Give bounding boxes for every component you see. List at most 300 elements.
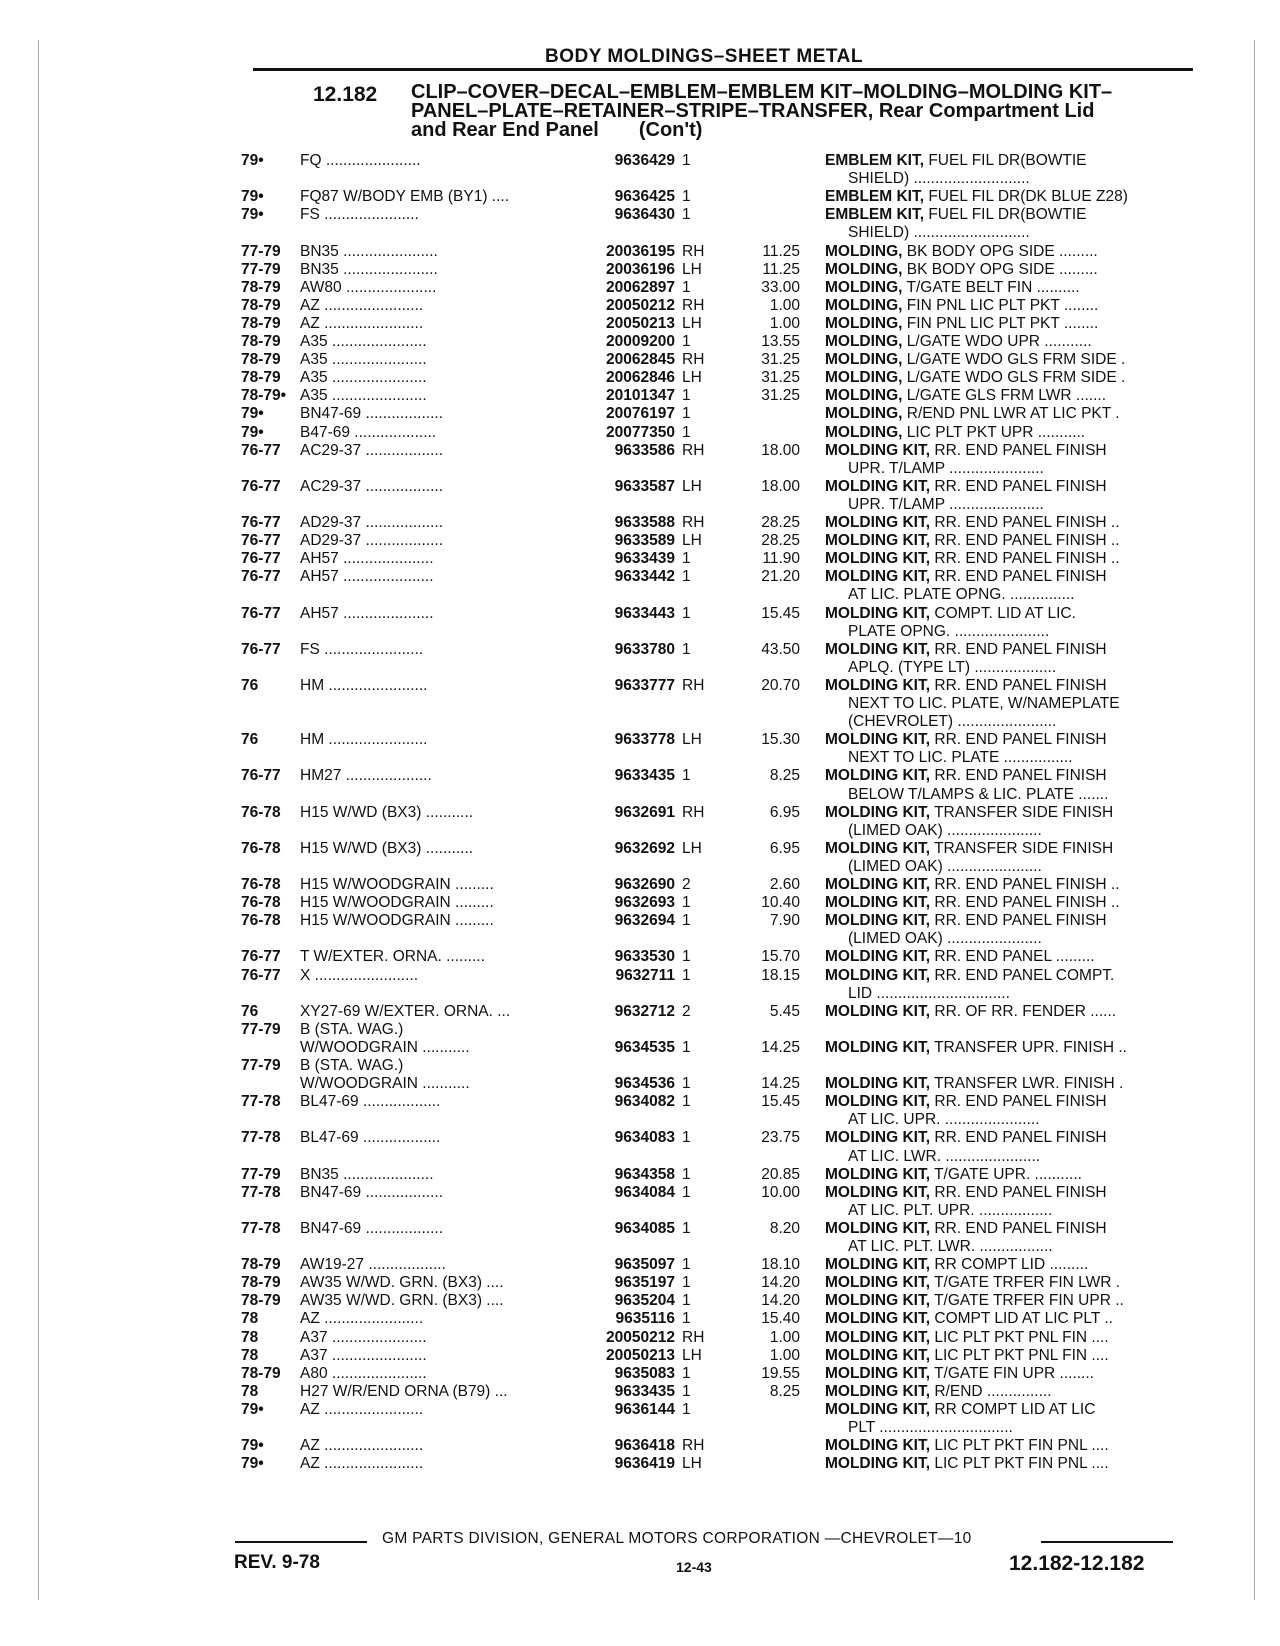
price: 18.00 [761,441,800,459]
year-range: 79• [241,423,264,441]
table-row [0,1075,1280,1095]
part-name [825,315,1195,333]
year-range: 78 [241,1328,259,1346]
model-code: A80 ...................... [300,1364,427,1382]
part-name-text: R/END PNL LWR AT LIC PKT . [902,405,1120,423]
part-name-bold: MOLDING, [825,333,903,350]
part-number: 9634084 [614,1183,675,1201]
part-name [825,1365,1195,1383]
part-name-bold: MOLDING, [825,405,903,423]
price: 14.25 [761,1038,800,1056]
part-name-bold: MOLDING KIT, [825,948,931,966]
part-name-continuation: UPR. T/LAMP ...................... [848,459,1044,477]
quantity: 1 [682,152,691,169]
year-range: 78-79 [241,1256,281,1274]
part-name-continuation: AT LIC. LWR. ...................... [848,1147,1041,1165]
part-name [825,1401,1195,1419]
price: 2.60 [769,876,800,893]
table-row [0,1365,1280,1385]
part-name [825,605,1195,623]
part-name-text: RR. END PANEL FINISH [930,441,1107,459]
price: 6.95 [769,839,800,857]
part-name-text: RR. END PANEL FINISH [930,1093,1107,1111]
part-name-text: TRANSFER LWR. FINISH . [930,1075,1124,1093]
year-range: 78-79• [241,387,287,405]
part-name [825,1329,1195,1347]
table-row [0,1039,1280,1059]
price: 7.90 [769,912,800,930]
part-number: 9636425 [614,188,675,206]
part-name-bold: MOLDING, [825,369,903,387]
quantity: 1 [682,568,691,586]
part-name-bold: EMBLEM KIT, [825,188,925,206]
part-name-bold: MOLDING KIT, [825,731,931,749]
year-range: 79• [241,188,264,206]
part-name-bold: MOLDING KIT, [825,532,931,550]
price: 15.45 [761,604,800,622]
part-number: 9636419 [614,1455,675,1473]
part-number: 9632694 [614,912,675,930]
model-code: AC29-37 .................. [300,441,443,459]
page-number: 12-43 [676,1559,712,1575]
price: 14.20 [761,1274,800,1292]
part-name-bold: MOLDING KIT, [825,1364,931,1382]
part-name-text: T/GATE UPR. ........... [930,1165,1082,1183]
part-name [825,1184,1195,1202]
part-number: 9636430 [614,206,675,224]
part-name-text: L/GATE WDO UPR ........... [902,333,1092,350]
part-name-bold: MOLDING KIT, [825,1038,931,1056]
year-range: 79• [241,152,264,169]
model-code: BN47-69 .................. [300,1219,443,1237]
part-number: 20050212 [606,1328,675,1346]
part-name-bold: MOLDING KIT, [825,1219,931,1237]
table-row [0,442,1280,462]
year-range: 77-78 [241,1183,281,1201]
part-name-text: T/GATE TRFER FIN LWR . [930,1274,1121,1292]
price: 8.20 [769,1219,800,1237]
model-code: B47-69 ................... [300,423,437,441]
model-code: FS ...................... [300,206,419,224]
part-name [825,804,1195,822]
table-row [0,1310,1280,1330]
table-row [0,532,1280,552]
part-number: 9633435 [614,1382,675,1400]
table-row [0,1057,1280,1077]
part-name-bold: MOLDING KIT, [825,568,931,586]
model-code: BL47-69 .................. [300,1129,441,1147]
year-range: 78 [241,1346,259,1364]
model-code: HM ....................... [300,676,428,694]
part-name-bold: MOLDING KIT, [825,441,931,459]
model-code: AW19-27 .................. [300,1256,446,1274]
quantity: RH [682,803,705,821]
price: 15.40 [761,1310,800,1328]
price: 19.55 [761,1364,800,1382]
part-name-text: RR. END PANEL FINISH [930,767,1107,785]
part-name-continuation: LID ............................... [848,984,1010,1002]
price: 18.00 [761,477,800,495]
part-number: 20009200 [606,333,675,350]
part-name-bold: MOLDING KIT, [825,1382,931,1400]
quantity: RH [682,514,705,531]
year-range: 76-77 [241,532,281,550]
part-name-text: RR. END PANEL FINISH [930,568,1107,586]
part-name [825,1455,1195,1473]
part-name-continuation: NEXT TO LIC. PLATE, W/NAMEPLATE [848,695,1120,712]
year-range: 78-79 [241,314,281,332]
table-row [0,1220,1280,1240]
part-number: 9634358 [614,1165,675,1183]
year-range: 76 [241,731,259,749]
part-number: 9633530 [614,948,675,966]
quantity: RH [682,1437,705,1455]
part-number: 20077350 [606,423,675,441]
table-row [0,297,1280,317]
year-range: 79• [241,405,264,423]
part-name-bold: MOLDING KIT, [825,876,931,893]
part-number: 20050213 [606,314,675,332]
table-row [0,369,1280,389]
part-name-text: FUEL FIL DR(BOWTIE [924,152,1087,169]
revision-label: REV. 9-78 [234,1552,320,1573]
quantity: RH [682,1328,705,1346]
part-number: 20076197 [606,405,675,423]
year-range: 78-79 [241,1274,281,1292]
part-number: 9633442 [614,568,675,586]
part-number: 9633586 [614,441,675,459]
table-row [0,767,1280,787]
part-name [825,1310,1195,1328]
part-name-bold: MOLDING KIT, [825,1256,931,1274]
table-row [0,261,1280,281]
table-row [0,206,1280,226]
year-range: 78-79 [241,333,281,350]
model-code: A35 ...................... [300,369,427,387]
part-number: 9632690 [614,876,675,893]
table-row [0,1437,1280,1457]
part-name-bold: MOLDING KIT, [825,1346,931,1364]
part-name-bold: MOLDING KIT, [825,894,931,912]
model-code: A37 ...................... [300,1346,427,1364]
quantity: 1 [682,1382,691,1400]
part-name-text: RR. END PANEL COMPT. [930,966,1115,984]
table-row [0,967,1280,987]
part-name [825,514,1195,532]
table-row [0,351,1280,371]
year-range: 76 [241,676,259,694]
model-code: H27 W/R/END ORNA (B79) ... [300,1382,508,1400]
price: 8.25 [769,767,800,785]
part-number: 20036196 [606,260,675,278]
table-row [0,333,1280,353]
part-name-text: RR. END PANEL FINISH .. [930,514,1120,531]
price: 15.70 [761,948,800,966]
quantity: 1 [682,948,691,966]
year-range: 77-79 [241,1057,281,1074]
part-name [825,767,1195,785]
quantity: 1 [682,387,691,405]
part-name-text: LIC PLT PKT PNL FIN .... [930,1346,1109,1364]
year-range: 79• [241,1437,264,1455]
part-name-continuation: PLATE OPNG. ...................... [848,622,1050,640]
model-code: BN35 ..................... [300,1165,434,1183]
year-range: 77-78 [241,1219,281,1237]
table-row [0,912,1280,932]
part-name [825,1075,1195,1093]
part-name-continuation: (LIMED OAK) ...................... [848,821,1042,839]
price: 31.25 [761,387,800,405]
part-number: 9636144 [614,1400,675,1418]
model-code: BN35 ...................... [300,260,438,278]
part-number: 20062897 [606,278,675,296]
price: 14.25 [761,1075,800,1093]
quantity: 1 [682,912,691,930]
price: 10.40 [761,894,800,912]
table-row [0,948,1280,968]
part-name-text: TRANSFER SIDE FINISH [930,839,1114,857]
part-number: 9636429 [614,152,675,169]
model-code: FQ ...................... [300,152,421,169]
part-name-text: T/GATE FIN UPR ........ [930,1364,1094,1382]
quantity: LH [682,1455,702,1473]
part-name-text: RR. END PANEL FINISH .. [930,876,1120,893]
part-name-bold: EMBLEM KIT, [825,152,925,169]
quantity: 1 [682,1364,691,1382]
table-row [0,550,1280,570]
part-number: 9632691 [614,803,675,821]
part-name-text: LIC PLT PKT FIN PNL .... [930,1437,1109,1455]
part-name-continuation: SHIELD) ........................... [848,170,1030,188]
model-code: AD29-37 .................. [300,514,443,531]
part-name-text: FIN PNL LIC PLT PKT ........ [902,314,1099,332]
part-number: 9633587 [614,477,675,495]
quantity: LH [682,369,702,387]
page-header-title: BODY MOLDINGS–SHEET METAL [545,46,863,67]
model-code: H15 W/WD (BX3) ........... [300,839,474,857]
table-row [0,1003,1280,1023]
part-number: 9633588 [614,514,675,531]
part-number: 9634083 [614,1129,675,1147]
price: 8.25 [769,1382,800,1400]
part-name-bold: MOLDING KIT, [825,1165,931,1183]
part-number: 20062845 [606,351,675,369]
part-name [825,1383,1195,1401]
model-code: AH57 ..................... [300,568,434,586]
part-name-continuation: AT LIC. PLT. LWR. ................. [848,1238,1053,1255]
part-number: 20062846 [606,369,675,387]
part-number: 20050213 [606,1346,675,1364]
price: 15.30 [761,731,800,749]
part-name [825,840,1195,858]
quantity: LH [682,839,702,857]
year-range: 78-79 [241,278,281,296]
model-code: XY27-69 W/EXTER. ORNA. ... [300,1002,511,1020]
part-name-continuation: AT LIC. PLATE OPNG. ............... [848,586,1075,604]
quantity: RH [682,296,705,314]
model-code: HM27 .................... [300,767,432,785]
model-code: AC29-37 .................. [300,477,443,495]
table-row [0,1329,1280,1349]
quantity: LH [682,314,702,332]
footer-rule-left [235,1541,367,1543]
year-range: 77-78 [241,1093,281,1111]
part-name-bold: MOLDING, [825,351,903,369]
part-name-bold: MOLDING KIT, [825,514,931,531]
part-number: 9633778 [614,731,675,749]
part-name-bold: MOLDING KIT, [825,1183,931,1201]
price: 23.75 [761,1129,800,1147]
quantity: 1 [682,894,691,912]
part-name-continuation: AT LIC. UPR. ...................... [848,1111,1040,1129]
part-name-text: FUEL FIL DR(DK BLUE Z28) [924,188,1128,206]
quantity: 1 [682,405,691,423]
part-name [825,387,1195,405]
part-name-bold: MOLDING KIT, [825,1292,931,1310]
year-range: 76-78 [241,876,281,893]
part-name [825,1093,1195,1111]
price: 1.00 [769,296,800,314]
model-code: BN47-69 .................. [300,1183,443,1201]
part-name-bold: MOLDING KIT, [825,803,931,821]
quantity: 1 [682,966,691,984]
year-range: 76-78 [241,912,281,930]
part-name-text: TRANSFER UPR. FINISH .. [930,1038,1127,1056]
quantity: LH [682,477,702,495]
part-name [825,442,1195,460]
quantity: 1 [682,1075,691,1093]
quantity: 1 [682,1093,691,1111]
part-name-text: RR. END PANEL FINISH [930,477,1107,495]
table-row [0,840,1280,860]
part-name [825,967,1195,985]
table-row [0,605,1280,625]
table-row [0,731,1280,751]
year-range: 79• [241,1455,264,1473]
model-code: H15 W/WOODGRAIN ......... [300,912,494,930]
part-name-continuation: (LIMED OAK) ...................... [848,857,1042,875]
quantity: 1 [682,640,691,658]
price: 28.25 [761,532,800,550]
part-name-bold: MOLDING KIT, [825,1400,931,1418]
quantity: 2 [682,1002,691,1020]
table-row [0,1184,1280,1204]
part-name-bold: MOLDING, [825,296,903,314]
year-range: 76-77 [241,568,281,586]
year-range: 77-78 [241,1129,281,1147]
table-row [0,1383,1280,1403]
quantity: 1 [682,1400,691,1418]
part-name-text: L/GATE WDO GLS FRM SIDE . [902,369,1126,387]
part-name [825,876,1195,894]
quantity: LH [682,1346,702,1364]
table-row [0,1274,1280,1294]
part-name-text: RR. END PANEL FINISH [930,1219,1107,1237]
part-number: 9635097 [614,1256,675,1274]
part-name-bold: MOLDING, [825,423,903,441]
part-name-bold: MOLDING KIT, [825,550,931,568]
part-name-continuation: NEXT TO LIC. PLATE ................ [848,749,1073,767]
model-code: W/WOODGRAIN ........... [300,1075,470,1093]
model-code: W/WOODGRAIN ........... [300,1038,470,1056]
price: 11.25 [762,260,800,278]
table-row [0,387,1280,407]
model-code: B (STA. WAG.) [300,1057,404,1074]
part-name-text: L/GATE WDO GLS FRM SIDE . [902,351,1126,369]
part-number: 20101347 [606,387,675,405]
part-name [825,641,1195,659]
part-name-bold: MOLDING KIT, [825,676,931,694]
model-code: H15 W/WOODGRAIN ......... [300,876,494,893]
part-name-bold: MOLDING, [825,278,903,296]
part-name-bold: MOLDING KIT, [825,1002,931,1020]
section-continued: (Con't) [638,119,703,141]
part-name-bold: MOLDING KIT, [825,640,931,658]
part-name-bold: EMBLEM KIT, [825,206,925,224]
part-name [825,369,1195,387]
part-name-continuation: APLQ. (TYPE LT) ................... [848,658,1057,676]
model-code: AZ ....................... [300,314,424,332]
table-row [0,478,1280,498]
quantity: RH [682,351,705,369]
part-name [825,297,1195,315]
year-range: 79• [241,1400,264,1418]
part-name [825,1039,1195,1057]
part-name [825,333,1195,351]
table-row [0,568,1280,588]
table-row [0,894,1280,914]
year-range: 76-77 [241,550,281,568]
part-name [825,1274,1195,1292]
part-name-text: RR. END PANEL FINISH [930,676,1107,694]
part-name-bold: MOLDING KIT, [825,1328,931,1346]
part-name [825,948,1195,966]
section-number: 12.182 [313,83,378,106]
model-code: BN47-69 .................. [300,405,443,423]
price: 1.00 [769,314,800,332]
part-name [825,243,1195,261]
quantity: 1 [682,1038,691,1056]
quantity: 1 [682,1183,691,1201]
quantity: 1 [682,550,691,568]
price: 11.25 [762,242,800,260]
quantity: 1 [682,604,691,622]
part-name-text: RR COMPT LID AT LIC [930,1400,1096,1418]
table-row [0,188,1280,208]
part-name-text: T/GATE BELT FIN .......... [902,278,1080,296]
part-name [825,279,1195,297]
table-row [0,804,1280,824]
part-name-bold: MOLDING, [825,314,903,332]
model-code: A35 ...................... [300,387,427,405]
year-range: 78-79 [241,1364,281,1382]
model-code: H15 W/WOODGRAIN ......... [300,894,494,912]
part-name-continuation: SHIELD) ........................... [848,224,1030,242]
part-name [825,568,1195,586]
year-range: 76-77 [241,640,281,658]
price: 28.25 [761,514,800,531]
year-range: 76-77 [241,477,281,495]
part-number: 9633780 [614,640,675,658]
part-name-bold: MOLDING, [825,242,903,260]
model-code: AZ ....................... [300,1455,424,1473]
price: 20.85 [761,1165,800,1183]
part-name-continuation: AT LIC. PLT. UPR. ................. [848,1201,1053,1219]
price: 31.25 [761,369,800,387]
price: 31.25 [761,351,800,369]
table-row [0,514,1280,534]
year-range: 78 [241,1382,259,1400]
